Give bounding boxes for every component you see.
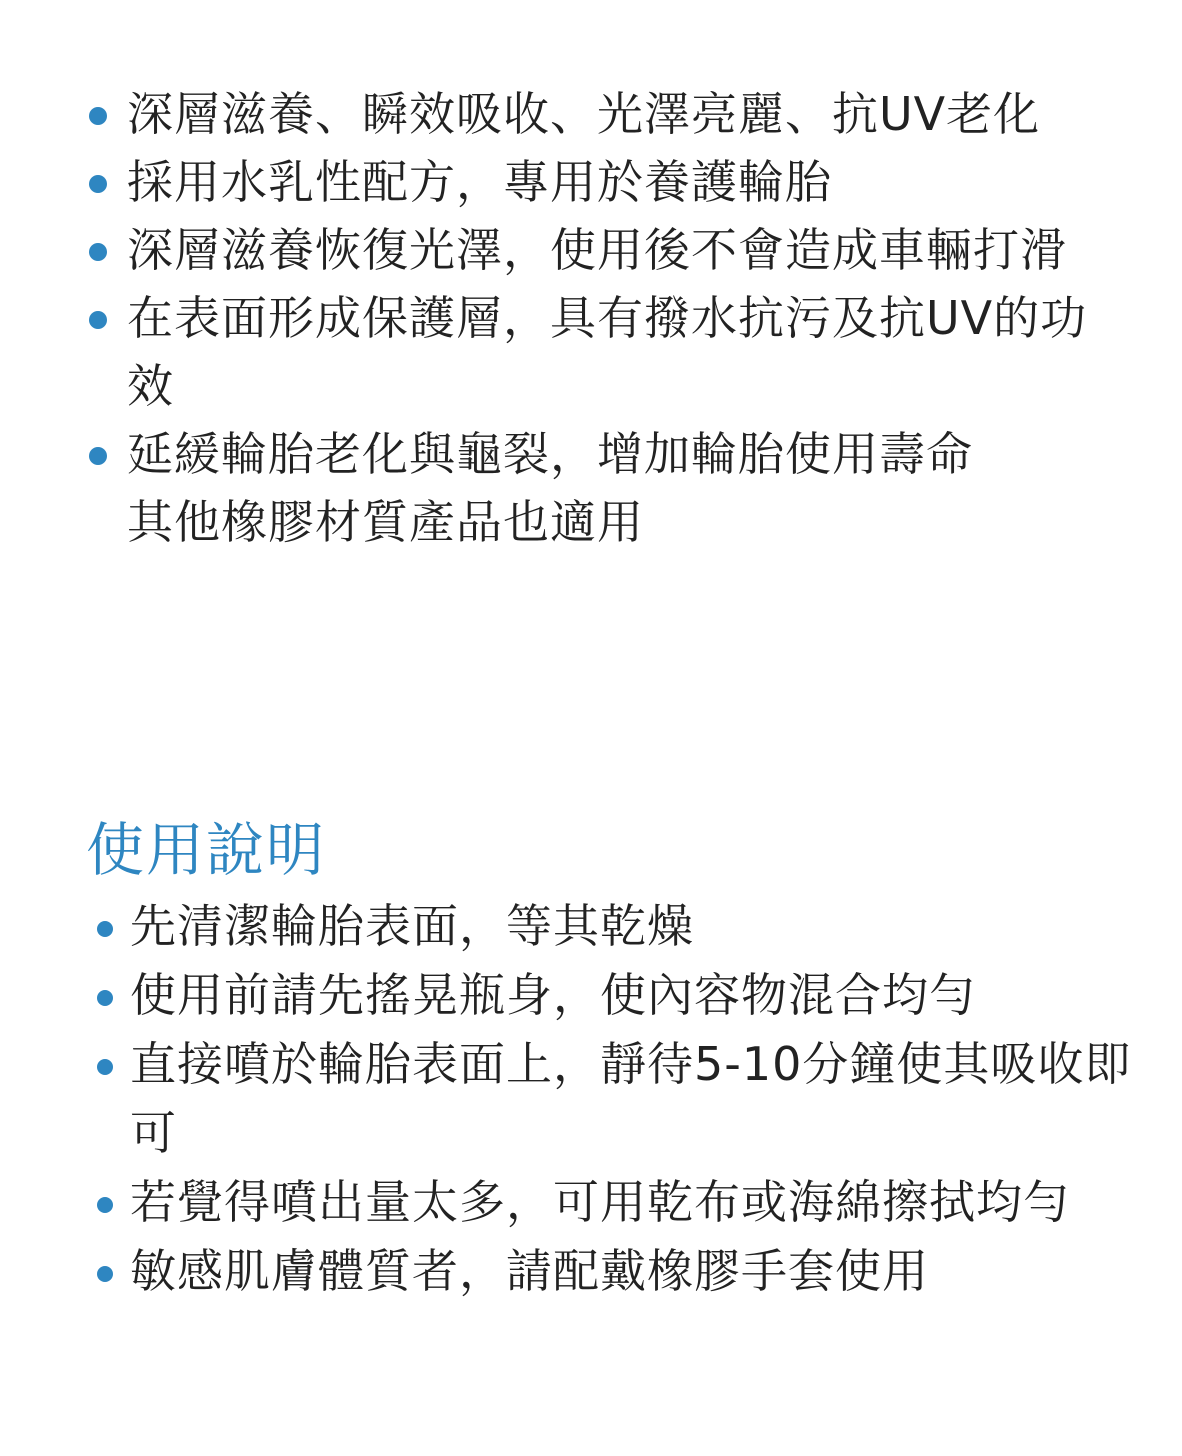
- usage-text: 直接噴於輪胎表面上，靜待5-10分鐘使其吸收即可: [130, 1037, 1132, 1160]
- feature-continuation: 其他橡膠材質產品也適用: [127, 495, 644, 549]
- bullet-dot-icon: [89, 175, 107, 193]
- bullet-dot-icon: [97, 921, 113, 937]
- feature-text: 深層滋養恢復光澤，使用後不會造成車輛打滑: [127, 223, 1067, 277]
- list-item: [0, 1237, 1182, 1306]
- feature-text: 延緩輪胎老化與龜裂，增加輪胎使用壽命: [127, 427, 973, 481]
- usage-text: 敏感肌膚體質者，請配戴橡膠手套使用: [130, 1244, 929, 1298]
- usage-text: 若覺得噴出量太多，可用乾布或海綿擦拭均勻: [130, 1175, 1070, 1229]
- bullet-dot-icon: [89, 107, 107, 125]
- list-item: [0, 1168, 1182, 1237]
- list-item: [0, 80, 1182, 148]
- list-item: [0, 216, 1182, 284]
- bullet-dot-icon: [97, 1059, 113, 1075]
- bullet-dot-icon: [97, 990, 113, 1006]
- usage-text: 使用前請先搖晃瓶身，使內容物混合均勻: [130, 968, 976, 1022]
- list-item: [0, 1030, 1182, 1168]
- usage-text: 先清潔輪胎表面，等其乾燥: [130, 899, 694, 953]
- usage-list: [0, 892, 1182, 1306]
- list-item: [0, 284, 1182, 420]
- bullet-dot-icon: [97, 1266, 113, 1282]
- list-item: [0, 961, 1182, 1030]
- feature-text: 採用水乳性配方，專用於養護輪胎: [127, 155, 832, 209]
- list-item: [0, 148, 1182, 216]
- bullet-dot-icon: [97, 1197, 113, 1213]
- list-item: [0, 892, 1182, 961]
- bullet-dot-icon: [89, 447, 107, 465]
- feature-text: 深層滋養、瞬效吸收、光澤亮麗、抗UV老化: [127, 87, 1041, 141]
- list-item: [0, 420, 1182, 488]
- features-list: [0, 80, 1182, 556]
- bullet-dot-icon: [89, 311, 107, 329]
- feature-text: 在表面形成保護層，具有撥水抗污及抗UV的功效: [127, 291, 1088, 413]
- bullet-dot-icon: [89, 243, 107, 261]
- usage-section-title: 使用說明: [86, 816, 327, 884]
